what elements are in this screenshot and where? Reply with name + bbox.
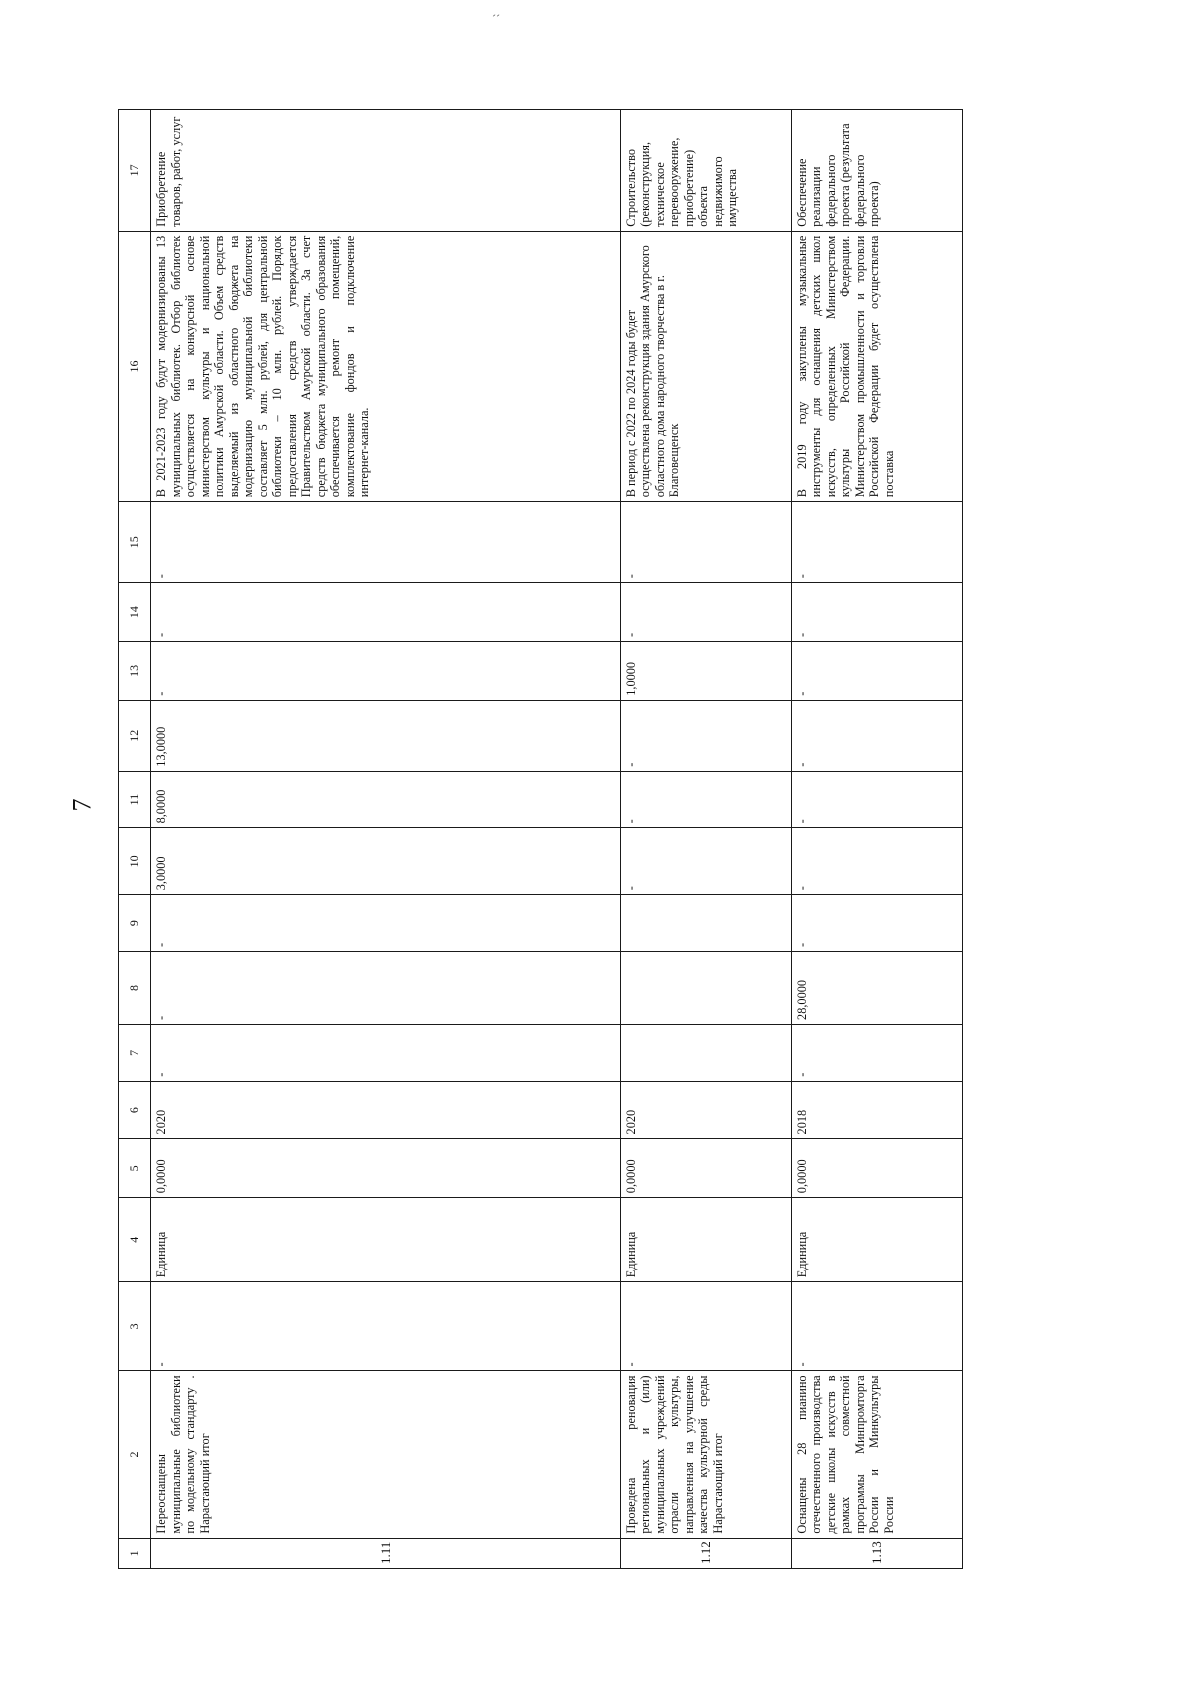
cell-c15: - bbox=[151, 502, 621, 583]
rotated-table-container bbox=[118, 109, 963, 1569]
cell-c3: - bbox=[151, 1282, 621, 1371]
cell-c8: - bbox=[151, 952, 621, 1025]
col-header: 17 bbox=[119, 110, 151, 232]
cell-c12: - bbox=[620, 700, 791, 771]
cell-c10: - bbox=[620, 828, 791, 895]
col-header: 3 bbox=[119, 1282, 151, 1371]
description: В период с 2022 по 2024 годы будет осуществлена реконструкция здания Амурского областного дома народного творчества в г. Благовещенск bbox=[620, 231, 791, 502]
unit-cell: Единица bbox=[791, 1198, 962, 1282]
col-header: 5 bbox=[119, 1139, 151, 1198]
base-year: 2020 bbox=[620, 1081, 791, 1139]
col-header: 6 bbox=[119, 1081, 151, 1139]
result-type: Приобретение товаров, работ, услуг bbox=[151, 110, 621, 232]
cell-c10: 3,0000 bbox=[151, 828, 621, 895]
cell-c11: 8,0000 bbox=[151, 771, 621, 828]
cell-c3: - bbox=[791, 1282, 962, 1371]
unit-cell: Единица bbox=[151, 1198, 621, 1282]
cell-c14: - bbox=[151, 583, 621, 642]
cell-c7: - bbox=[151, 1024, 621, 1081]
cell-c12: 13,0000 bbox=[151, 700, 621, 771]
cell-c13: - bbox=[791, 642, 962, 701]
header-row bbox=[119, 110, 151, 1569]
base-year: 2020 bbox=[151, 1081, 621, 1139]
table-row bbox=[791, 110, 962, 1569]
base-year: 2018 bbox=[791, 1081, 962, 1139]
cell-c7 bbox=[620, 1024, 791, 1081]
indicator-name: Проведена реновация региональных и (или) муниципальных учреждений отрасли культуры, направленная на улучшение качества культурной среды Нарастающий итог bbox=[620, 1371, 791, 1538]
cell-c9: - bbox=[791, 895, 962, 952]
description: В 2021-2023 году будут модернизированы 13 муниципальных библиотек. Отбор библиотек осуществляется на конкурсной основе министерством культуры и национальной политики Амурской области. Объем средств выделяемый из областного бюджета на модернизацию муниципальной библиотеки составляет 5 млн. рублей, для центральной библиотеки – 10 млн. рублей. Порядок предоставления средств утверждается Правительством Амурской области. За счет средств бюджета муниципального образования обеспечивается ремонт помещений, комплектование фондов и подключение интернет-канала. bbox=[151, 231, 621, 502]
result-type: Строительство (реконструкция, техническое перевооружение, приобретение) объекта недвижимого имущества bbox=[620, 110, 791, 232]
cell-c14: - bbox=[620, 583, 791, 642]
cell-c11: - bbox=[791, 771, 962, 828]
table-row bbox=[620, 110, 791, 1569]
scan-mark: ´´ bbox=[492, 12, 500, 26]
col-header: 12 bbox=[119, 700, 151, 771]
row-number: 1.11 bbox=[151, 1538, 621, 1568]
cell-c14: - bbox=[791, 583, 962, 642]
col-header: 11 bbox=[119, 771, 151, 828]
row-number: 1.13 bbox=[791, 1538, 962, 1568]
col-header: 2 bbox=[119, 1371, 151, 1538]
col-header: 9 bbox=[119, 895, 151, 952]
col-header: 13 bbox=[119, 642, 151, 701]
indicator-name: Переоснащены муниципальные библиотеки по модельному стандарту . Нарастающий итог bbox=[151, 1371, 621, 1538]
results-table bbox=[118, 109, 963, 1569]
cell-c13: 1,0000 bbox=[620, 642, 791, 701]
table-row bbox=[151, 110, 621, 1569]
result-type: Обеспечение реализации федерального проекта (результата федерального проекта) bbox=[791, 110, 962, 232]
indicator-name: Оснащены 28 пианино отечественного производства детские школы искусств в рамках совместной программы Минпромторга России и Минкультуры России bbox=[791, 1371, 962, 1538]
base-value: 0,0000 bbox=[620, 1139, 791, 1198]
row-number: 1.12 bbox=[620, 1538, 791, 1568]
cell-c13: - bbox=[151, 642, 621, 701]
col-header: 1 bbox=[119, 1538, 151, 1568]
cell-c11: - bbox=[620, 771, 791, 828]
cell-c15: - bbox=[791, 502, 962, 583]
col-header: 7 bbox=[119, 1024, 151, 1081]
page-number: 7 bbox=[67, 798, 97, 812]
cell-c8 bbox=[620, 952, 791, 1025]
cell-c15: - bbox=[620, 502, 791, 583]
cell-c12: - bbox=[791, 700, 962, 771]
description: В 2019 году закуплены музыкальные инструменты для оснащения детских школ искусств, определенных Министерством культуры Российской Федерации. Министерством промышленности и торговли Российской Федерации будет осуществлена поставка bbox=[791, 231, 962, 502]
cell-c3: - bbox=[620, 1282, 791, 1371]
base-value: 0,0000 bbox=[791, 1139, 962, 1198]
col-header: 10 bbox=[119, 828, 151, 895]
col-header: 8 bbox=[119, 952, 151, 1025]
col-header: 4 bbox=[119, 1198, 151, 1282]
cell-c8: 28,0000 bbox=[791, 952, 962, 1025]
unit-cell: Единица bbox=[620, 1198, 791, 1282]
cell-c10: - bbox=[791, 828, 962, 895]
base-value: 0,0000 bbox=[151, 1139, 621, 1198]
cell-c9 bbox=[620, 895, 791, 952]
cell-c9: - bbox=[151, 895, 621, 952]
col-header: 16 bbox=[119, 231, 151, 502]
col-header: 14 bbox=[119, 583, 151, 642]
col-header: 15 bbox=[119, 502, 151, 583]
cell-c7: - bbox=[791, 1024, 962, 1081]
